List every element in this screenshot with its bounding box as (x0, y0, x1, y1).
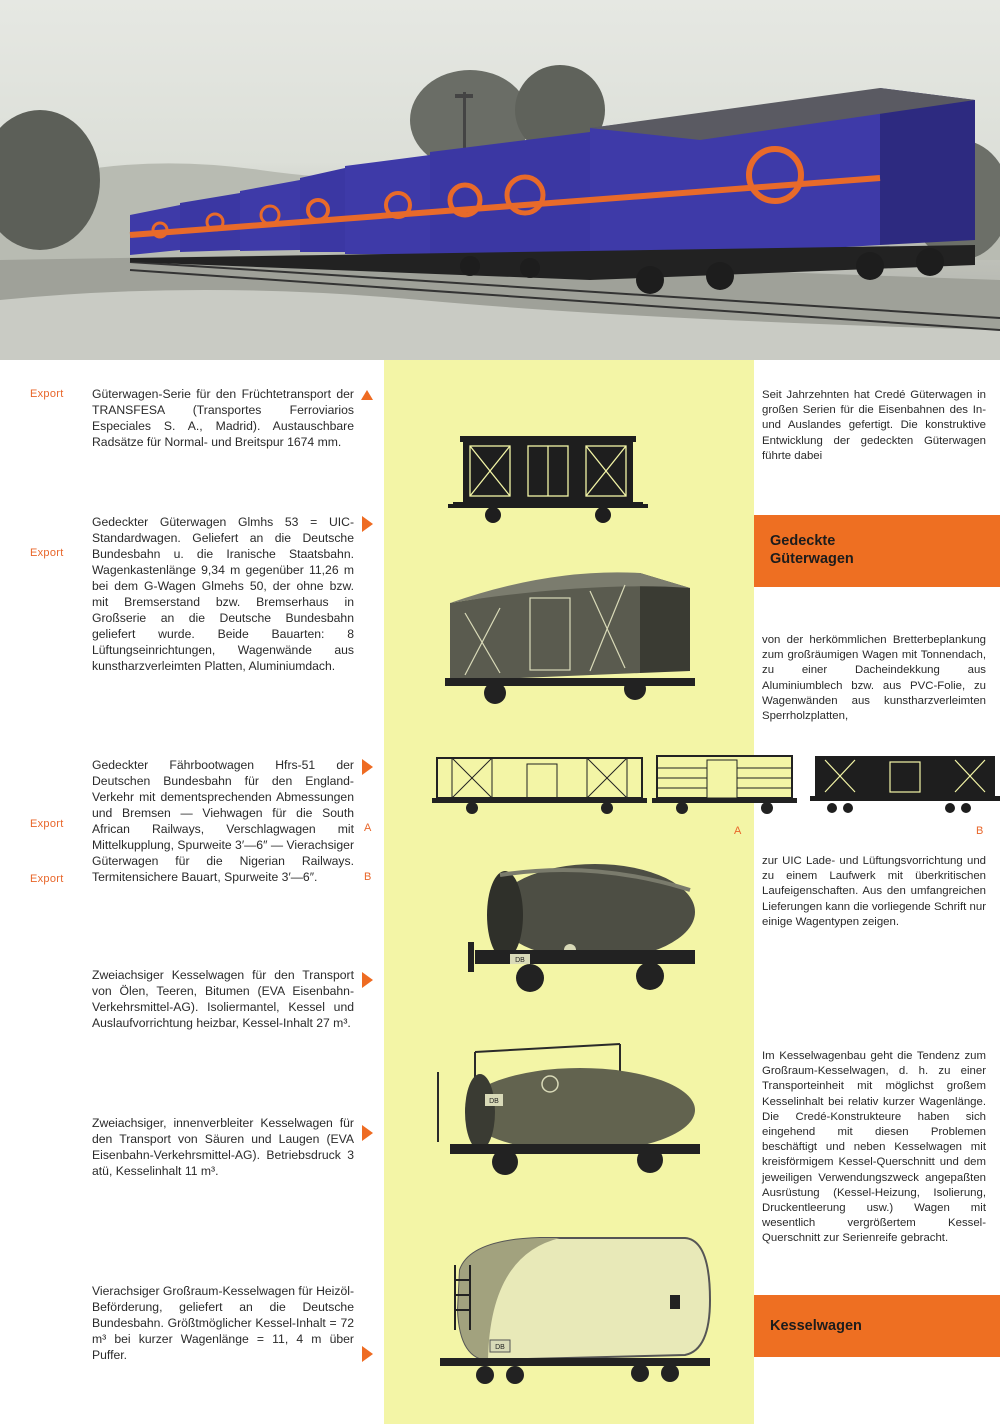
export-label: Export (30, 547, 64, 559)
heading-line: Kesselwagen (770, 1318, 862, 1334)
ferry-wagon-drawing (432, 750, 647, 820)
db-marking: DB (489, 1098, 499, 1105)
right-arrow-icon (362, 759, 373, 775)
intro-paragraph: Seit Jahrzehnten hat Credé Güterwagen in großen Serien für die Eisenbahnen des In- und Auslandes gefertigt. Die konstruktive Entwicklung der gedeckten Güterwagen führte dabei (762, 389, 986, 462)
db-marking: DB (515, 957, 525, 964)
train-illustration (0, 0, 1000, 360)
intro-paragraph: zur UIC Lade- und Lüftungsvorrichtung und zu einem Laufwerk mit überkritischen Laufeigenschaften. Aus den umfangreichen Lieferungen kann die vorliegende Schrift nur einige Wagentypen zeigen. (762, 855, 986, 928)
heading-line: Güterwagen (770, 551, 854, 567)
right-arrow-icon (362, 972, 373, 988)
export-label: Export (30, 873, 64, 885)
description-paragraph: Zweiachsiger Kesselwagen für den Transport von Ölen, Teeren, Bitumen (EVA Eisenbahn-Verkehrsmittel-AG). Isoliermantel, Kessel und Auslaufvorrichtung heizbar, Kessel-Inhalt 27 m³. (92, 968, 354, 1030)
description-paragraph: Zweiachsiger, innenverbleiter Kesselwagen für den Transport von Säuren und Laugen (EVA Eisenbahn-Verkehrsmittel-AG). Betriebsdruck 3 atü, Kesselinhalt 11 m³. (92, 1116, 354, 1178)
intro-paragraph: Im Kesselwagenbau geht die Tendenz zum Großraum-Kesselwagen, d. h. zu einer Transporteinheit mit möglichst großem Kesselinhalt bei relativ kurzer Wagenlänge. Die Credé-Konstrukteure haben sich eingehend mit diesen Problemen beschäftigt und neben Kesselwagen mit kreisförmigem Kessel-Querschnitt und dem jeweiligen Verwendungszweck angepaßten Ausrüstung (Kessel-Heizung, Isolierung, Druckentleerung usw.) Wagen mit wesentlich vergrößertem Kessel-Querschnitt zur Serienreife gebracht. (762, 1050, 986, 1245)
intro-paragraph: von der herkömmlichen Bretterbeplankung zum großräumigen Wagen mit Tonnendach, zu einer Dacheindekkung aus Aluminiumblech bzw. aus PVC-Folie, zu Wagenwänden aus kunstharzverleimten Sperrholzplatten, (762, 634, 986, 723)
description-paragraph: Gedeckter Güterwagen Glmhs 53 = UIC-Standardwagen. Geliefert an die Deutsche Bundesbahn u. die Iranische Staatsbahn. Wagenkastenlänge 9,34 m gegenüber 11,26 m bei dem G-Wagen Glmehs 50, der ohne bzw. mit Bremserstand bzw. Bremserhaus in Großserie an die Deutsche Bundesbahn geliefert wurde. Beide Bauarten: 8 Lüftungseinrichtungen, Wagenwände aus kunstharzverleimten Platten, Aluminiumdach. (92, 515, 354, 673)
tank-wagon-photo-2 (430, 1032, 715, 1177)
marker-a: A (734, 825, 742, 837)
db-marking: DB (495, 1344, 505, 1351)
export-label: Export (30, 818, 64, 830)
export-label: Export (30, 388, 64, 400)
heading-gedeckte-gueterwagen (754, 515, 1000, 587)
marker-b: B (364, 871, 372, 883)
heading-kesselwagen (754, 1295, 1000, 1357)
cattle-wagon-drawing (652, 750, 797, 820)
up-arrow-icon (361, 390, 373, 400)
tank-wagon-photo-3 (430, 1210, 715, 1390)
heading-line: Gedeckte (770, 533, 836, 549)
right-arrow-icon (362, 1346, 373, 1362)
description-paragraph: Güterwagen-Serie für den Früchtetransport der TRANSFESA (Transportes Ferroviarios Especiales S. A., Madrid). Austauschbare Radsätze für Normal- und Breitspur 1674 mm. (92, 387, 354, 449)
description-paragraph: Vierachsiger Großraum-Kesselwagen für Heizöl-Beförderung, geliefert an die Deutsche Bundesbahn. Größtmöglicher Kessel-Inhalt = 72 m³ bei kurzer Wagenlänge = 11, 4 m über Puffer. (92, 1284, 354, 1362)
freight-train-photo (0, 0, 1000, 360)
covered-wagon-photo (440, 563, 710, 713)
marker-a: A (364, 822, 372, 834)
boxcar-drawing (448, 430, 648, 530)
marker-b: B (976, 825, 984, 837)
bogie-wagon-drawing (810, 750, 1000, 820)
tank-wagon-photo-1 (460, 850, 710, 1000)
right-arrow-icon (362, 1125, 373, 1141)
description-paragraph: Gedeckter Fährbootwagen Hfrs-51 der Deutschen Bundesbahn für den England-Verkehr mit dementsprechenden Abmessungen und Bremsen — Viehwagen für die South African Railways, Verschlagwagen mit Mittelkupplung, Spurweite 3′—6″ — Vierachsiger Güterwagen für die Nigerian Railways. Termitensichere Bauart, Spurweite 3′—6″. (92, 758, 354, 884)
right-arrow-icon (362, 516, 373, 532)
